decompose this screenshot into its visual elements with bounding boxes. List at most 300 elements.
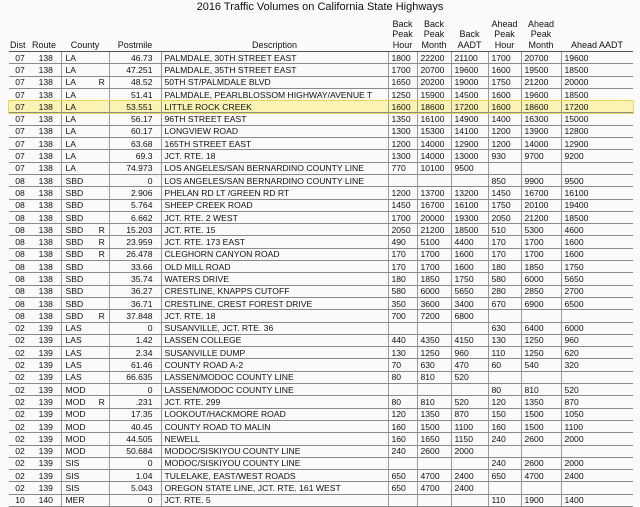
cell-ahead-peak-month: 9700 [521,150,561,162]
cell-dist: 07 [9,125,31,137]
cell-back-peak-month: 1850 [417,273,451,285]
cell-description: 96TH STREET EAST [161,113,388,125]
cell-back-aadt [451,494,488,506]
cell-ahead-aadt: 960 [561,334,633,346]
cell-postmile-prefix: R [95,248,109,260]
cell-county: SBD [61,297,95,309]
cell-back-aadt: 17200 [451,101,488,113]
cell-county: MOD [61,408,95,420]
cell-postmile-prefix [95,384,109,396]
cell-description: SUSANVILLE, JCT. RTE. 36 [161,322,388,334]
cell-route: 139 [31,347,61,359]
cell-ahead-peak-hour [488,482,521,494]
cell-description: LONGVIEW ROAD [161,125,388,137]
cell-ahead-peak-hour: 1450 [488,187,521,199]
cell-back-aadt: 19600 [451,64,488,76]
table-row [9,224,633,236]
cell-back-aadt: 870 [451,408,488,420]
cell-dist: 10 [9,494,31,506]
cell-ahead-peak-month [521,310,561,322]
cell-ahead-peak-hour: 850 [488,174,521,186]
cell-back-aadt: 470 [451,359,488,371]
table-row [9,359,633,371]
cell-county: LAS [61,334,95,346]
cell-ahead-peak-hour: 80 [488,384,521,396]
cell-county: SBD [61,261,95,273]
cell-back-peak-month: 20200 [417,76,451,88]
cell-back-aadt: 5650 [451,285,488,297]
cell-ahead-aadt [561,482,633,494]
cell-postmile-prefix: R [95,396,109,408]
cell-ahead-peak-month: 6400 [521,322,561,334]
cell-description: COUNTY ROAD TO MALIN [161,420,388,432]
table-row [9,101,633,113]
cell-back-peak-month: 6000 [417,285,451,297]
cell-ahead-peak-hour [488,371,521,383]
cell-back-peak-hour [388,174,417,186]
cell-ahead-aadt: 12800 [561,125,633,137]
header-route: Route [31,17,61,52]
cell-ahead-aadt: 18500 [561,211,633,223]
header-back-peak-hour: Back Peak Hour [388,17,417,52]
cell-dist: 07 [9,64,31,76]
cell-dist: 08 [9,211,31,223]
cell-postmile-prefix [95,457,109,469]
cell-postmile-prefix [95,470,109,482]
cell-dist: 02 [9,396,31,408]
cell-ahead-peak-hour: 1750 [488,199,521,211]
cell-back-peak-hour: 160 [388,420,417,432]
cell-dist: 08 [9,273,31,285]
cell-back-aadt: 960 [451,347,488,359]
cell-county: LA [61,150,95,162]
cell-postmile: 26.478 [109,248,161,260]
table-row [9,273,633,285]
cell-county: MOD [61,384,95,396]
cell-back-aadt: 16100 [451,199,488,211]
cell-back-aadt: 1750 [451,273,488,285]
cell-ahead-peak-hour: 1600 [488,101,521,113]
cell-ahead-peak-month: 1900 [521,494,561,506]
cell-back-aadt: 520 [451,396,488,408]
cell-description: LASSEN COLLEGE [161,334,388,346]
cell-route: 138 [31,297,61,309]
cell-postmile: 51.41 [109,88,161,100]
cell-route: 138 [31,248,61,260]
cell-back-peak-hour: 130 [388,347,417,359]
cell-back-aadt: 14100 [451,125,488,137]
table-row [9,285,633,297]
cell-ahead-peak-hour: 110 [488,494,521,506]
cell-dist: 02 [9,482,31,494]
cell-ahead-peak-hour: 1200 [488,125,521,137]
cell-county: SBD [61,285,95,297]
cell-back-aadt: 21100 [451,52,488,64]
cell-dist: 07 [9,101,31,113]
cell-back-peak-month: 4350 [417,334,451,346]
cell-back-peak-month [417,494,451,506]
header-description: Description [161,17,388,52]
cell-back-peak-month: 1500 [417,420,451,432]
cell-ahead-peak-month: 810 [521,384,561,396]
cell-county: SBD [61,174,95,186]
cell-county: SBD [61,224,95,236]
cell-description: JCT. RTE. 18 [161,150,388,162]
cell-ahead-peak-hour: 650 [488,470,521,482]
cell-postmile-prefix [95,445,109,457]
cell-route: 138 [31,101,61,113]
cell-back-peak-month: 20700 [417,64,451,76]
table-row [9,334,633,346]
cell-county: LAS [61,347,95,359]
cell-description: TULELAKE, EAST/WEST ROADS [161,470,388,482]
cell-ahead-aadt [561,310,633,322]
cell-postmile-prefix [95,199,109,211]
table-row [9,88,633,100]
cell-back-peak-month [417,384,451,396]
header-dist: Dist [9,17,31,52]
cell-route: 138 [31,113,61,125]
cell-route: 138 [31,64,61,76]
cell-postmile-prefix [95,52,109,64]
cell-ahead-peak-hour: 580 [488,273,521,285]
cell-back-peak-hour: 1200 [388,187,417,199]
cell-description: NEWELL [161,433,388,445]
header-ahead-aadt: Ahead AADT [561,17,633,52]
cell-back-peak-hour: 1700 [388,211,417,223]
cell-back-peak-hour: 2050 [388,224,417,236]
cell-ahead-peak-hour [488,162,521,174]
cell-back-peak-month: 630 [417,359,451,371]
cell-description: 50TH ST/PALMDALE BLVD [161,76,388,88]
table-row [9,113,633,125]
cell-back-peak-hour: 80 [388,371,417,383]
header-postmile: Postmile [109,17,161,52]
cell-county: SBD [61,187,95,199]
cell-postmile-prefix [95,371,109,383]
cell-ahead-aadt: 6500 [561,297,633,309]
cell-back-peak-month: 810 [417,371,451,383]
cell-county: LA [61,76,95,88]
cell-ahead-aadt: 19400 [561,199,633,211]
cell-postmile: 2.906 [109,187,161,199]
cell-ahead-peak-month: 19600 [521,88,561,100]
cell-description: JCT. RTE. 299 [161,396,388,408]
cell-back-peak-hour: 770 [388,162,417,174]
cell-back-aadt: 1600 [451,248,488,260]
table-row [9,433,633,445]
cell-postmile: 2.34 [109,347,161,359]
cell-back-peak-month: 3600 [417,297,451,309]
cell-back-peak-month: 16100 [417,113,451,125]
cell-ahead-aadt [561,445,633,457]
cell-description: JCT. RTE. 15 [161,224,388,236]
cell-postmile-prefix: R [95,76,109,88]
cell-back-peak-month: 14000 [417,138,451,150]
cell-description: PHELAN RD LT /GREEN RD RT [161,187,388,199]
cell-ahead-aadt: 15000 [561,113,633,125]
cell-postmile-prefix [95,494,109,506]
cell-back-aadt: 9500 [451,162,488,174]
cell-ahead-peak-hour: 510 [488,224,521,236]
cell-dist: 08 [9,285,31,297]
cell-postmile: 50.684 [109,445,161,457]
cell-county: LAS [61,322,95,334]
cell-route: 138 [31,224,61,236]
page-title: 2016 Traffic Volumes on California State Highways [196,1,444,13]
cell-description: JCT. RTE. 2 WEST [161,211,388,223]
cell-route: 139 [31,433,61,445]
cell-description: PALMDALE, 30TH STREET EAST [161,52,388,64]
cell-ahead-peak-hour: 120 [488,396,521,408]
cell-description: 165TH STREET EAST [161,138,388,150]
table-row [9,384,633,396]
cell-postmile: 5.764 [109,199,161,211]
cell-ahead-peak-hour: 180 [488,261,521,273]
cell-ahead-peak-hour: 1700 [488,52,521,64]
cell-ahead-peak-hour: 240 [488,457,521,469]
cell-back-aadt: 4150 [451,334,488,346]
cell-county: MER [61,494,95,506]
cell-route: 139 [31,359,61,371]
cell-back-peak-hour: 1350 [388,113,417,125]
cell-dist: 02 [9,322,31,334]
table-row [9,199,633,211]
cell-postmile: 74.973 [109,162,161,174]
cell-ahead-peak-month: 2850 [521,285,561,297]
cell-back-aadt: 2000 [451,445,488,457]
cell-dist: 08 [9,236,31,248]
header-ahead-peak-month: Ahead Peak Month [521,17,561,52]
cell-county: LAS [61,371,95,383]
cell-route: 139 [31,420,61,432]
cell-ahead-peak-hour: 60 [488,359,521,371]
cell-county: LA [61,113,95,125]
cell-back-aadt: 14500 [451,88,488,100]
cell-postmile-prefix [95,261,109,273]
cell-back-aadt: 12900 [451,138,488,150]
cell-route: 139 [31,408,61,420]
cell-postmile-prefix: R [95,236,109,248]
cell-ahead-aadt: 16100 [561,187,633,199]
cell-ahead-peak-hour: 1200 [488,138,521,150]
cell-county: SBD [61,199,95,211]
cell-dist: 02 [9,334,31,346]
table-row [9,457,633,469]
cell-ahead-peak-month: 20700 [521,52,561,64]
header-back-aadt: Back AADT [451,17,488,52]
table-row [9,445,633,457]
cell-ahead-peak-month: 18600 [521,101,561,113]
cell-back-peak-month: 5100 [417,236,451,248]
cell-ahead-aadt: 4600 [561,224,633,236]
cell-back-peak-month: 1250 [417,347,451,359]
cell-ahead-peak-month: 16300 [521,113,561,125]
cell-ahead-aadt [561,162,633,174]
cell-back-peak-hour: 1300 [388,150,417,162]
cell-ahead-aadt: 12900 [561,138,633,150]
cell-dist: 08 [9,297,31,309]
cell-ahead-peak-month: 2600 [521,433,561,445]
cell-back-peak-month [417,322,451,334]
cell-ahead-peak-hour: 670 [488,297,521,309]
cell-back-aadt: 18500 [451,224,488,236]
cell-ahead-aadt: 1750 [561,261,633,273]
cell-ahead-peak-hour: 1400 [488,113,521,125]
cell-route: 138 [31,88,61,100]
cell-ahead-peak-month: 5300 [521,224,561,236]
cell-postmile-prefix [95,162,109,174]
cell-back-peak-hour: 1450 [388,199,417,211]
cell-dist: 08 [9,310,31,322]
cell-ahead-peak-month: 21200 [521,211,561,223]
table-row [9,310,633,322]
cell-route: 138 [31,285,61,297]
cell-route: 139 [31,384,61,396]
cell-postmile-prefix [95,482,109,494]
cell-postmile: 63.68 [109,138,161,150]
cell-back-aadt: 1150 [451,433,488,445]
cell-route: 138 [31,236,61,248]
cell-back-peak-month: 810 [417,396,451,408]
cell-route: 138 [31,150,61,162]
cell-back-peak-month: 1700 [417,261,451,273]
cell-back-aadt: 13200 [451,187,488,199]
cell-ahead-peak-hour: 2050 [488,211,521,223]
table-row [9,125,633,137]
table-row [9,371,633,383]
cell-description: OREGON STATE LINE, JCT. RTE. 161 WEST [161,482,388,494]
cell-postmile: 61.46 [109,359,161,371]
cell-back-peak-month: 22200 [417,52,451,64]
cell-back-aadt: 19000 [451,76,488,88]
cell-postmile: 69.3 [109,150,161,162]
cell-postmile-prefix [95,174,109,186]
cell-description: CRESTLINE, CREST FOREST DRIVE [161,297,388,309]
cell-back-peak-hour: 1250 [388,88,417,100]
cell-county: MOD [61,433,95,445]
table-row [9,261,633,273]
cell-ahead-peak-month: 1700 [521,248,561,260]
cell-county: LA [61,162,95,174]
cell-ahead-peak-month: 540 [521,359,561,371]
cell-dist: 02 [9,384,31,396]
table-row [9,396,633,408]
cell-route: 140 [31,494,61,506]
cell-ahead-aadt: 1100 [561,420,633,432]
cell-back-peak-month: 4700 [417,470,451,482]
cell-postmile: 1.04 [109,470,161,482]
cell-ahead-peak-hour [488,310,521,322]
cell-postmile-prefix [95,433,109,445]
cell-ahead-peak-hour: 1600 [488,64,521,76]
cell-postmile-prefix [95,359,109,371]
cell-postmile: 47.251 [109,64,161,76]
cell-dist: 07 [9,76,31,88]
cell-back-peak-hour: 1200 [388,138,417,150]
cell-back-peak-month [417,457,451,469]
cell-ahead-peak-month [521,445,561,457]
cell-dist: 02 [9,347,31,359]
cell-route: 138 [31,261,61,273]
cell-back-peak-hour: 160 [388,433,417,445]
table-row [9,64,633,76]
cell-description: LASSEN/MODOC COUNTY LINE [161,371,388,383]
cell-postmile: 0 [109,494,161,506]
cell-route: 138 [31,199,61,211]
cell-county: MOD [61,445,95,457]
cell-route: 138 [31,162,61,174]
cell-description: JCT. RTE. 173 EAST [161,236,388,248]
cell-county: SBD [61,236,95,248]
cell-dist: 07 [9,113,31,125]
cell-county: MOD [61,420,95,432]
cell-description: WATERS DRIVE [161,273,388,285]
cell-back-aadt: 13000 [451,150,488,162]
cell-back-peak-month: 10100 [417,162,451,174]
table-row [9,236,633,248]
cell-description: LOS ANGELES/SAN BERNARDINO COUNTY LINE [161,162,388,174]
table-row [9,138,633,150]
cell-route: 138 [31,187,61,199]
cell-description: PALMDALE, PEARLBLOSSOM HIGHWAY/AVENUE T [161,88,388,100]
cell-postmile: 0 [109,457,161,469]
cell-postmile-prefix: R [95,310,109,322]
cell-ahead-peak-month: 21200 [521,76,561,88]
cell-ahead-peak-month [521,482,561,494]
cell-dist: 08 [9,174,31,186]
cell-county: MOD [61,396,95,408]
cell-ahead-peak-month [521,371,561,383]
cell-back-peak-month: 15300 [417,125,451,137]
cell-back-peak-month: 13700 [417,187,451,199]
cell-postmile: 46.73 [109,52,161,64]
cell-back-aadt: 1100 [451,420,488,432]
cell-back-peak-hour: 350 [388,297,417,309]
cell-back-aadt: 4400 [451,236,488,248]
header-county: County [61,17,109,52]
cell-dist: 07 [9,52,31,64]
cell-ahead-peak-hour: 170 [488,248,521,260]
cell-back-aadt [451,384,488,396]
cell-postmile-prefix [95,64,109,76]
cell-route: 139 [31,322,61,334]
cell-postmile-prefix [95,273,109,285]
cell-postmile: 40.45 [109,420,161,432]
cell-back-aadt: 19300 [451,211,488,223]
cell-postmile-prefix [95,138,109,150]
cell-ahead-aadt: 2000 [561,457,633,469]
cell-back-peak-hour: 170 [388,261,417,273]
cell-description: SUSANVILLE DUMP [161,347,388,359]
cell-ahead-peak-hour: 280 [488,285,521,297]
cell-postmile: 23.959 [109,236,161,248]
table-row [9,52,633,64]
cell-postmile-prefix [95,113,109,125]
cell-description: MODOC/SISKIYOU COUNTY LINE [161,445,388,457]
cell-dist: 02 [9,408,31,420]
cell-route: 138 [31,211,61,223]
cell-county: SBD [61,248,95,260]
cell-back-peak-hour [388,494,417,506]
cell-dist: 02 [9,457,31,469]
cell-county: SBD [61,273,95,285]
cell-back-aadt: 3400 [451,297,488,309]
cell-ahead-peak-month: 4700 [521,470,561,482]
cell-ahead-peak-hour: 240 [488,433,521,445]
cell-dist: 07 [9,88,31,100]
cell-description: JCT. RTE. 5 [161,494,388,506]
